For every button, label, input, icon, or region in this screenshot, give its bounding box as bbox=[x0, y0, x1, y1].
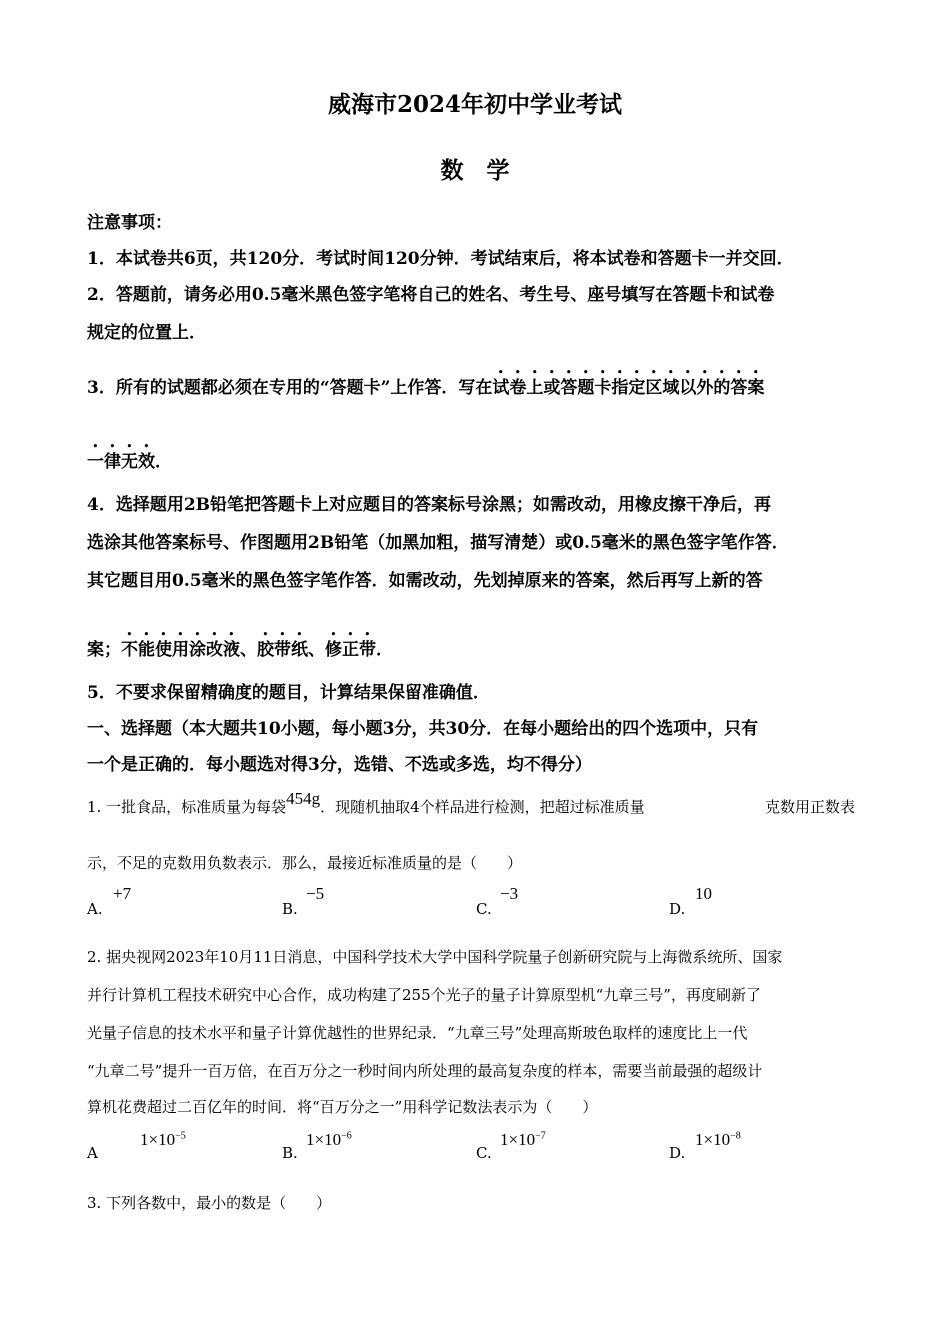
note-4-start: 案； bbox=[87, 640, 121, 660]
q2-option-a-value bbox=[140, 1130, 186, 1150]
q2-option-c-label: C. bbox=[476, 1144, 492, 1162]
q1-option-c-value: −3 bbox=[500, 884, 519, 903]
exam-title: 威海市2024年初中学业考试 bbox=[327, 91, 622, 118]
q1-mass: 454g bbox=[286, 789, 321, 808]
q1-option-d-value: 10 bbox=[695, 884, 712, 903]
note-4-line-1: 4．选择题用2B铅笔把答题卡上对应题目的答案标号涂黑；如需改动，用橡皮擦干净后，再 bbox=[87, 495, 772, 515]
note-2-line-1: 2．答题前，请务必用0.5毫米黑色签字笔将自己的姓名、考生号、座号填写在答题卡和试卷 bbox=[87, 285, 775, 305]
q1-option-d-label: D. bbox=[669, 900, 686, 918]
q2-option-d-label: D. bbox=[669, 1144, 686, 1162]
note-3-line-1 bbox=[87, 368, 764, 398]
subject-title: 数 学 bbox=[440, 157, 510, 184]
section-1-line-2: 一个是正确的．每小题选对得3分，选错、不选或多选，均不得分） bbox=[87, 755, 592, 775]
q1-line-2: 示，不足的克数用负数表示．那么，最接近标准质量的是（ ） bbox=[87, 854, 523, 872]
q1-option-a-label: A. bbox=[87, 900, 103, 918]
q2-line-2: 并行计算机工程技术研究中心合作，成功构建了255个光子的量子计算原型机“九章三号”，再度刷新了 bbox=[87, 986, 761, 1004]
q1-text-b: ．现随机抽取4个样品进行检测，把超过标准质量 bbox=[320, 798, 645, 816]
q2-option-b-label: B. bbox=[282, 1144, 298, 1162]
note-4-emphasis: 不能使用涂改液、胶带纸、修正带 bbox=[121, 640, 376, 660]
q2-line-4: “九章二号”提升一百万倍，在百万分之一秒时间内所处理的最高复杂度的样本，需要当前最强的超级计 bbox=[87, 1062, 763, 1080]
section-1-line-1: 一、选择题（本大题共10小题，每小题3分，共30分．在每小题给出的四个选项中，只有 bbox=[87, 719, 759, 739]
note-2-line-2: 规定的位置上． bbox=[87, 323, 206, 343]
q1-option-b-value: −5 bbox=[306, 884, 325, 903]
note-3-emphasis-1: 试卷上或答题卡指定区域以外的答案 bbox=[492, 378, 765, 398]
note-3-end: ． bbox=[155, 452, 172, 472]
q2-option-b-exp: −6 bbox=[341, 1130, 352, 1142]
q1-option-c-label: C. bbox=[476, 900, 492, 918]
q2-option-a-base: 1×10 bbox=[140, 1130, 176, 1149]
q2-option-d-base: 1×10 bbox=[695, 1130, 731, 1149]
q2-option-c-exp: −7 bbox=[535, 1130, 546, 1142]
q2-line-1: 2. 据央视网2023年10月11日消息，中国科学技术大学中国科学院量子创新研究院与上海微系统所、国家 bbox=[87, 948, 783, 966]
note-3-line-2 bbox=[87, 442, 172, 472]
q2-option-c-value bbox=[500, 1130, 546, 1150]
q2-option-a-label: A bbox=[87, 1144, 98, 1162]
q2-option-b-value bbox=[306, 1130, 352, 1150]
q2-option-d-value bbox=[695, 1130, 741, 1150]
notes-heading: 注意事项： bbox=[87, 213, 172, 233]
note-4-end: ． bbox=[376, 640, 393, 660]
note-4-line-4 bbox=[87, 630, 393, 660]
q1-text-c: 克数用正数表 bbox=[765, 798, 856, 816]
note-4-line-2: 选涂其他答案标号、作图题用2B铅笔（加黑加粗，描写清楚）或0.5毫米的黑色签字笔作答． bbox=[87, 533, 789, 553]
q1-option-b-label: B. bbox=[282, 900, 298, 918]
note-5: 5．不要求保留精确度的题目，计算结果保留准确值． bbox=[87, 683, 490, 703]
q1-line-1 bbox=[87, 789, 645, 817]
note-3-emphasis-2: 一律无效 bbox=[87, 452, 155, 472]
q3-line-1: 3. 下列各数中，最小的数是（ ） bbox=[87, 1194, 332, 1212]
q2-line-5: 算机花费超过二百亿年的时间．将“百万分之一”用科学记数法表示为（ ） bbox=[87, 1098, 598, 1116]
note-3-text: 3．所有的试题都必须在专用的“答题卡”上作答．写在 bbox=[87, 378, 493, 398]
q2-option-c-base: 1×10 bbox=[500, 1130, 536, 1149]
q2-option-d-exp: −8 bbox=[730, 1130, 741, 1142]
note-1: 1．本试卷共6页，共120分．考试时间120分钟．考试结束后，将本试卷和答题卡一并交回． bbox=[87, 249, 794, 269]
q1-option-a-value: +7 bbox=[113, 884, 132, 903]
q2-option-b-base: 1×10 bbox=[306, 1130, 342, 1149]
q2-line-3: 光量子信息的技术水平和量子计算优越性的世界纪录．“九章三号”处理高斯玻色取样的速度比上一代 bbox=[87, 1024, 748, 1042]
q1-text-a: 1. 一批食品，标准质量为每袋 bbox=[87, 798, 287, 816]
q2-option-a-exp: −5 bbox=[175, 1130, 186, 1142]
note-4-line-3: 其它题目用0.5毫米的黑色签字笔作答．如需改动，先划掉原来的答案，然后再写上新的答 bbox=[87, 571, 763, 591]
